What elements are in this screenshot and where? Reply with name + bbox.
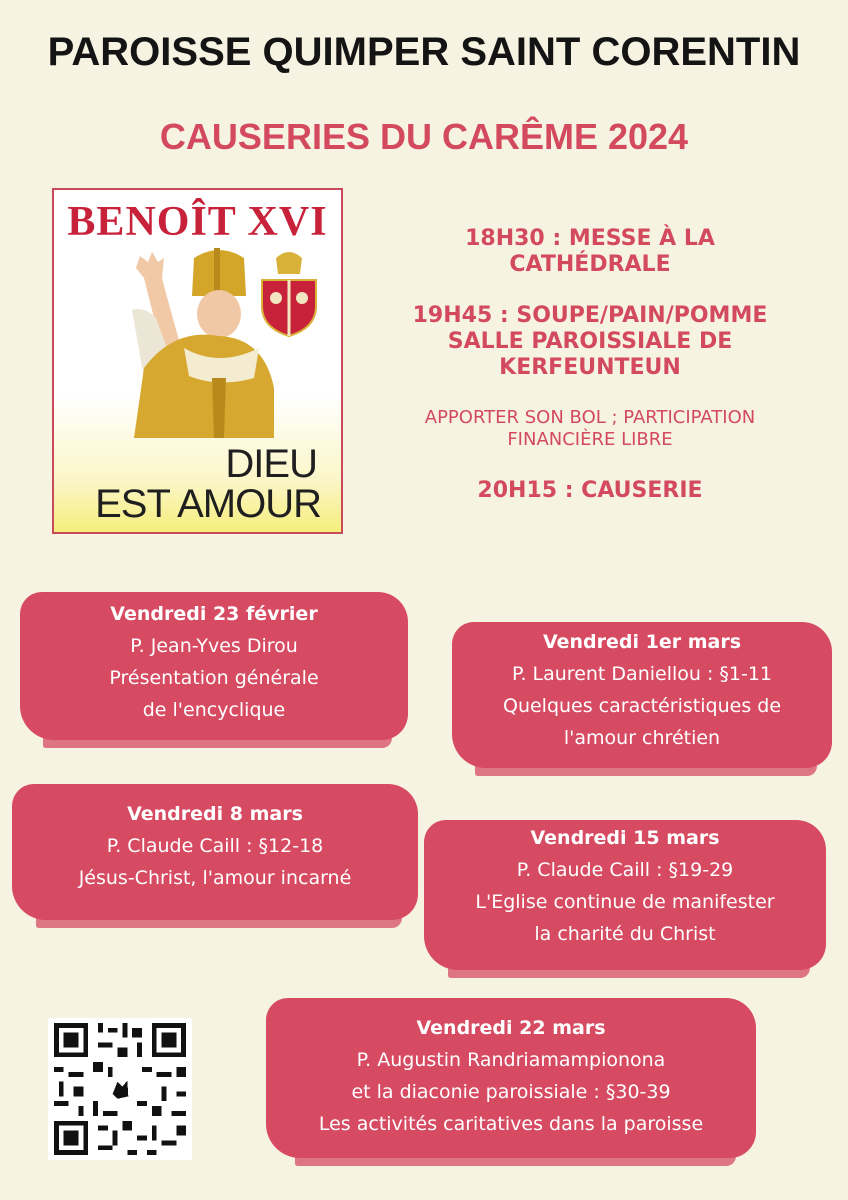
session-line: P. Augustin Randriamampionona <box>356 1049 666 1071</box>
session-card <box>266 998 756 1158</box>
cover-subtitle-line1: DIEU <box>225 442 317 486</box>
page-subtitle: CAUSERIES DU CARÊME 2024 <box>159 116 689 157</box>
book-cover-image <box>52 188 343 534</box>
session-date: Vendredi 1er mars <box>542 631 742 653</box>
session-date: Vendredi 8 mars <box>127 803 303 825</box>
session-line: de l'encyclique <box>142 699 286 721</box>
schedule-soupe-line: KERFEUNTEUN <box>499 355 681 380</box>
session-card <box>452 622 832 768</box>
schedule-note <box>385 407 795 451</box>
schedule-causerie-line: 20H15 : CAUSERIE <box>477 478 703 503</box>
qr-code[interactable] <box>48 1018 192 1160</box>
session-line: P. Laurent Daniellou : §1-11 <box>511 663 773 685</box>
schedule-messe-line: CATHÉDRALE <box>509 252 671 277</box>
schedule-soupe-line: 19H45 : SOUPE/PAIN/POMME <box>412 303 768 328</box>
schedule-messe-line: 18H30 : MESSE À LA <box>465 226 715 251</box>
session-date: Vendredi 23 février <box>110 603 318 625</box>
session-line: P. Claude Caill : §19-29 <box>516 859 734 881</box>
session-line: Jésus-Christ, l'amour incarné <box>78 867 352 889</box>
session-date: Vendredi 15 mars <box>530 827 720 849</box>
session-line: l'amour chrétien <box>563 727 721 749</box>
schedule-soupe-line: SALLE PAROISSIALE DE <box>447 329 733 354</box>
session-date: Vendredi 22 mars <box>416 1017 606 1039</box>
schedule-note-line: APPORTER SON BOL ; PARTICIPATION <box>424 407 756 428</box>
schedule-messe <box>385 226 795 278</box>
session-line: Les activités caritatives dans la paroisse <box>318 1113 704 1135</box>
pope-portrait-illustration <box>74 248 274 438</box>
schedule-note-line: FINANCIÈRE LIBRE <box>507 429 673 450</box>
session-card <box>12 784 418 920</box>
session-card <box>424 820 826 970</box>
papal-coat-of-arms-icon <box>254 250 324 340</box>
session-line: P. Claude Caill : §12-18 <box>106 835 324 857</box>
session-line: Présentation générale <box>109 667 319 689</box>
cover-title: BENOÎT XVI <box>67 199 328 245</box>
session-line: et la diaconie paroissiale : §30-39 <box>351 1081 671 1103</box>
session-card <box>20 592 408 740</box>
session-line: P. Jean-Yves Dirou <box>130 635 298 657</box>
session-line: L'Eglise continue de manifester <box>475 891 775 913</box>
qr-code-icon <box>48 1018 192 1160</box>
session-line: la charité du Christ <box>534 923 716 945</box>
cover-subtitle-line2: EST AMOUR <box>95 482 321 526</box>
schedule-causerie <box>385 478 795 504</box>
schedule-soupe <box>385 303 795 381</box>
page-title: PAROISSE QUIMPER SAINT CORENTIN <box>47 30 801 74</box>
session-line: Quelques caractéristiques de <box>502 695 782 717</box>
